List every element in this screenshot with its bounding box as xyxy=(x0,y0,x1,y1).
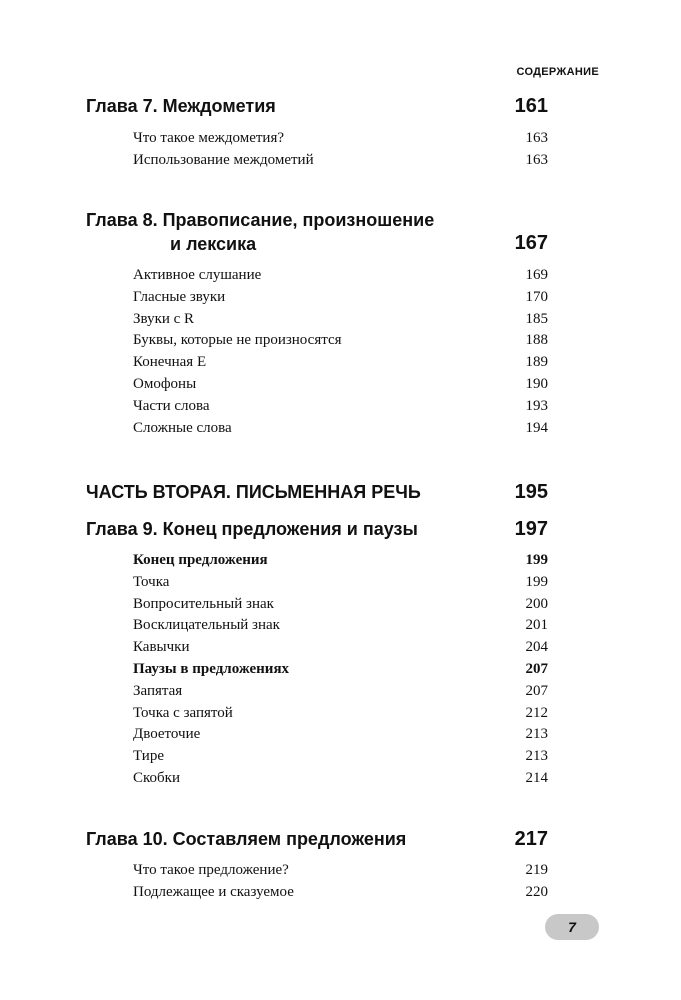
chapter-9-entries xyxy=(133,552,548,792)
toc-entry[interactable]: Кавычки 204 xyxy=(133,639,548,656)
toc-entry[interactable]: Что такое междометия? 163 xyxy=(133,130,548,146)
chapter-title: Глава 7. Междометия xyxy=(86,96,276,116)
chapter-page: 217 xyxy=(514,828,548,850)
toc-entry[interactable]: Омофоны 190 xyxy=(133,375,548,392)
chapter-page: 197 xyxy=(514,518,548,540)
toc-entry[interactable]: Части слова 193 xyxy=(133,397,548,414)
toc-entry[interactable]: Сложные слова 194 xyxy=(133,419,548,436)
toc-section-entry[interactable]: Паузы в предложениях 207 xyxy=(133,660,548,677)
chapter-8-heading[interactable] xyxy=(86,210,548,258)
toc-entry[interactable]: Двоеточие 213 xyxy=(133,726,548,743)
page-number-badge: 7 xyxy=(545,914,599,940)
part-page: 195 xyxy=(514,481,548,503)
part-title: ЧАСТЬ ВТОРАЯ. ПИСЬМЕННАЯ РЕЧЬ xyxy=(86,482,421,502)
chapter-7-entries xyxy=(133,130,548,174)
chapter-page: 161 xyxy=(514,95,548,117)
toc-entry[interactable]: Восклицательный знак 201 xyxy=(133,617,548,634)
chapter-title-line2: и лексика xyxy=(170,234,257,254)
chapter-title: Глава 9. Конец предложения и паузы xyxy=(86,519,418,539)
toc-entry[interactable]: Подлежащее и сказуемое 220 xyxy=(133,883,548,900)
part-2-heading[interactable] xyxy=(86,481,548,504)
running-header: СОДЕРЖАНИЕ xyxy=(516,66,599,78)
toc-entry[interactable]: Звуки с R 185 xyxy=(133,310,548,327)
toc-entry[interactable]: Буквы, которые не произносятся 188 xyxy=(133,332,548,349)
toc-section-entry[interactable]: Конец предложения 199 xyxy=(133,552,548,568)
chapter-page: 167 xyxy=(514,232,548,254)
toc-entry[interactable]: Запятая 207 xyxy=(133,682,548,699)
chapter-9-heading[interactable] xyxy=(86,518,548,541)
chapter-10-heading[interactable] xyxy=(86,828,548,851)
chapter-10-entries xyxy=(133,862,548,906)
chapter-8-entries xyxy=(133,267,548,441)
toc-entry[interactable]: Активное слушание 169 xyxy=(133,267,548,283)
chapter-title-line1: Глава 8. Правописание, произношение xyxy=(86,210,435,230)
toc-entry[interactable]: Что такое предложение? 219 xyxy=(133,862,548,878)
toc-entry[interactable]: Точка 199 xyxy=(133,573,548,590)
toc-entry[interactable]: Использование междометий 163 xyxy=(133,151,548,168)
toc-entry[interactable]: Скобки 214 xyxy=(133,769,548,786)
toc-entry[interactable]: Тире 213 xyxy=(133,748,548,765)
chapter-title: Глава 10. Составляем предложения xyxy=(86,829,407,849)
chapter-7-heading[interactable] xyxy=(86,95,548,118)
toc-entry[interactable]: Конечная Е 189 xyxy=(133,354,548,371)
toc-entry[interactable]: Вопросительный знак 200 xyxy=(133,595,548,612)
toc-entry[interactable]: Точка с запятой 212 xyxy=(133,704,548,721)
toc-entry[interactable]: Гласные звуки 170 xyxy=(133,288,548,305)
